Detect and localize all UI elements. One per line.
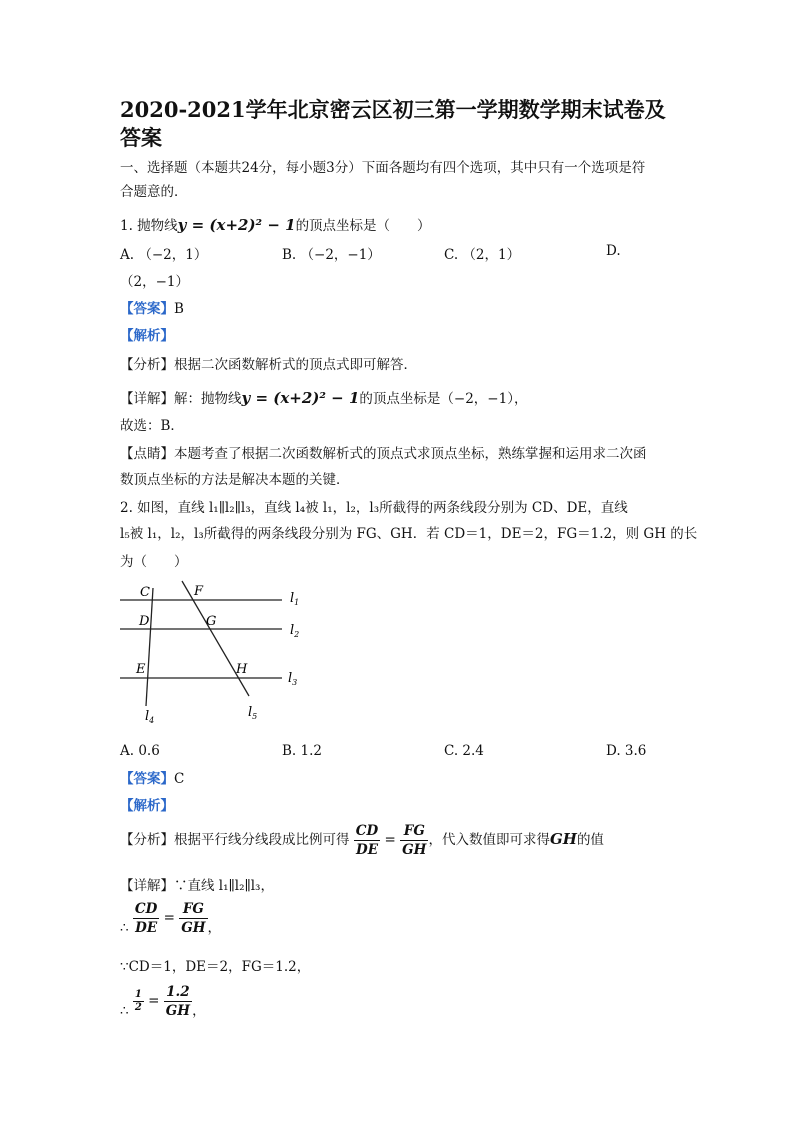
fraction-cd-de-2: $\frac{CD}{DE}$ [134,901,158,936]
q1-suffix: 的顶点坐标是（ ） [295,218,431,234]
q1-dianjing-line1 [120,442,647,462]
q2-stem-line1: 2. 如图，直线 l₁∥l₂∥l₃，直线 l₄被 l₁，l₂，l₃所截得的两条线段分别为 CD、DE，直线 [120,500,628,516]
q2-answer [120,767,184,787]
q2-fenxi: 【分析】根据平行线分线段成比例可得 $\frac{CD}{DE}$ = $\frac{FG}{GH}$ ，代入数值即可求得GH的值 [120,823,604,858]
q2-analysis [120,794,174,814]
q1-dianjing-text1: 本题考查了根据二次函数解析式的顶点式求顶点坐标，熟练掌握和运用求二次函 [174,446,647,462]
comma-2: ， [192,1003,206,1019]
q1-option-b: B. （−2，−1） [282,247,381,263]
q2-fenxi-tag: 【分析】 [120,832,174,848]
label-l5: $l_5$ [248,705,258,721]
q2-xiangjie [120,874,274,894]
q2-option-c: C. 2.4 [444,743,484,759]
line-l4 [146,588,153,706]
q2-fenxi-pre: 根据平行线分线段成比例可得 [174,832,350,848]
q1-xiangjie-tag: 【详解】 [120,391,174,407]
q2-proportion-2: ∴ $\frac{1}{2}$ = $\frac{1.2}{GH}$ ， [120,984,206,1019]
q1-answer-tag: 【答案】 [120,301,174,317]
line-l5 [182,581,249,696]
q2-figure [112,576,312,728]
label-l4: $l_4$ [145,709,155,725]
label-E: E [136,662,146,677]
q2-option-d: D. 3.6 [606,743,647,759]
q1-fenxi [120,353,417,373]
label-l3: $l_3$ [288,671,298,687]
q1-xiangjie-post: 的顶点坐标是（−2，−1）， [359,391,528,407]
label-C: C [140,585,150,600]
label-D: D [139,614,150,629]
q2-fenxi-gh: GH [549,830,577,848]
q2-proportion-1: ∴ $\frac{CD}{DE}$ = $\frac{FG}{GH}$ ， [120,901,222,936]
fraction-fg-gh: $\frac{FG}{GH}$ [402,823,427,858]
q1-answer-value: B [174,301,184,317]
therefore-symbol-1: ∴ [120,920,129,936]
q2-answer-tag: 【答案】 [120,771,174,787]
q1-dianjing-tag: 【点睛】 [120,446,174,462]
q1-formula: y = (x+2)² − 1 [177,216,296,234]
q1-option-c: C. （2，1） [444,247,521,263]
q2-stem-line3: 为（ ） [120,554,188,570]
q1-analysis [120,324,174,344]
q2-given-values: ∵CD＝1，DE＝2，FG＝1.2， [120,959,311,975]
q2-stem-line2: l₅被 l₁，l₂，l₃所截得的两条线段分别为 FG、GH．若 CD＝1，DE＝2，FG＝1.2，则 GH 的长 [120,526,698,542]
q2-answer-value: C [174,771,185,787]
fraction-12-gh: $\frac{1.2}{GH}$ [165,984,191,1019]
q1-fenxi-text: 根据二次函数解析式的顶点式即可解答． [174,357,417,373]
q2-option-a: A. 0.6 [120,743,160,759]
q2-xiangjie-tag: 【详解】 [120,878,174,894]
q1-xiangjie-formula: y = (x+2)² − 1 [241,389,360,407]
q2-option-b: B. 1.2 [282,743,322,759]
q1-answer [120,297,184,317]
q2-fenxi-mid: ，代入数值即可求得 [428,832,550,848]
fraction-one-half: $\frac{1}{2}$ [134,989,142,1013]
q2-fenxi-post: 的值 [576,832,604,848]
fraction-cd-de: $\frac{CD}{DE}$ [355,823,379,858]
section-heading-line2: 合题意的． [120,184,188,200]
label-l2: $l_2$ [290,623,300,639]
q2-xiangjie-text: ∵直线 l₁∥l₂∥l₃， [174,878,274,894]
label-H: H [236,662,248,677]
q1-xiangjie-pre: 解：抛物线 [174,391,242,407]
therefore-symbol-2: ∴ [120,1003,129,1019]
q1-prefix: 1. 抛物线 [120,218,178,234]
label-G: G [206,614,217,629]
label-F: F [194,584,204,599]
fraction-fg-gh-2: $\frac{FG}{GH}$ [181,901,206,936]
q1-xiangjie-line2: 故选：B． [120,418,184,434]
q2-analysis-tag: 【解析】 [120,798,174,814]
q1-xiangjie [120,387,527,407]
q1-option-d-value: （2，−1） [120,274,189,290]
q1-option-a: A. （−2，1） [120,247,208,263]
q1-option-d: D. [606,243,621,259]
page-title: 2020-2021学年北京密云区初三第一学期数学期末试卷及答案 [120,97,666,150]
section-heading-line1: 一、选择题（本题共24分，每小题3分）下面各题均有四个选项，其中只有一个选项是符 [120,160,646,176]
q1-stem [120,214,431,234]
q1-dianjing-line2: 数顶点坐标的方法是解决本题的关键． [120,472,350,488]
q1-analysis-tag: 【解析】 [120,328,174,344]
label-l1: $l_1$ [290,591,300,607]
q1-fenxi-tag: 【分析】 [120,357,174,373]
comma-1: ， [207,920,222,936]
